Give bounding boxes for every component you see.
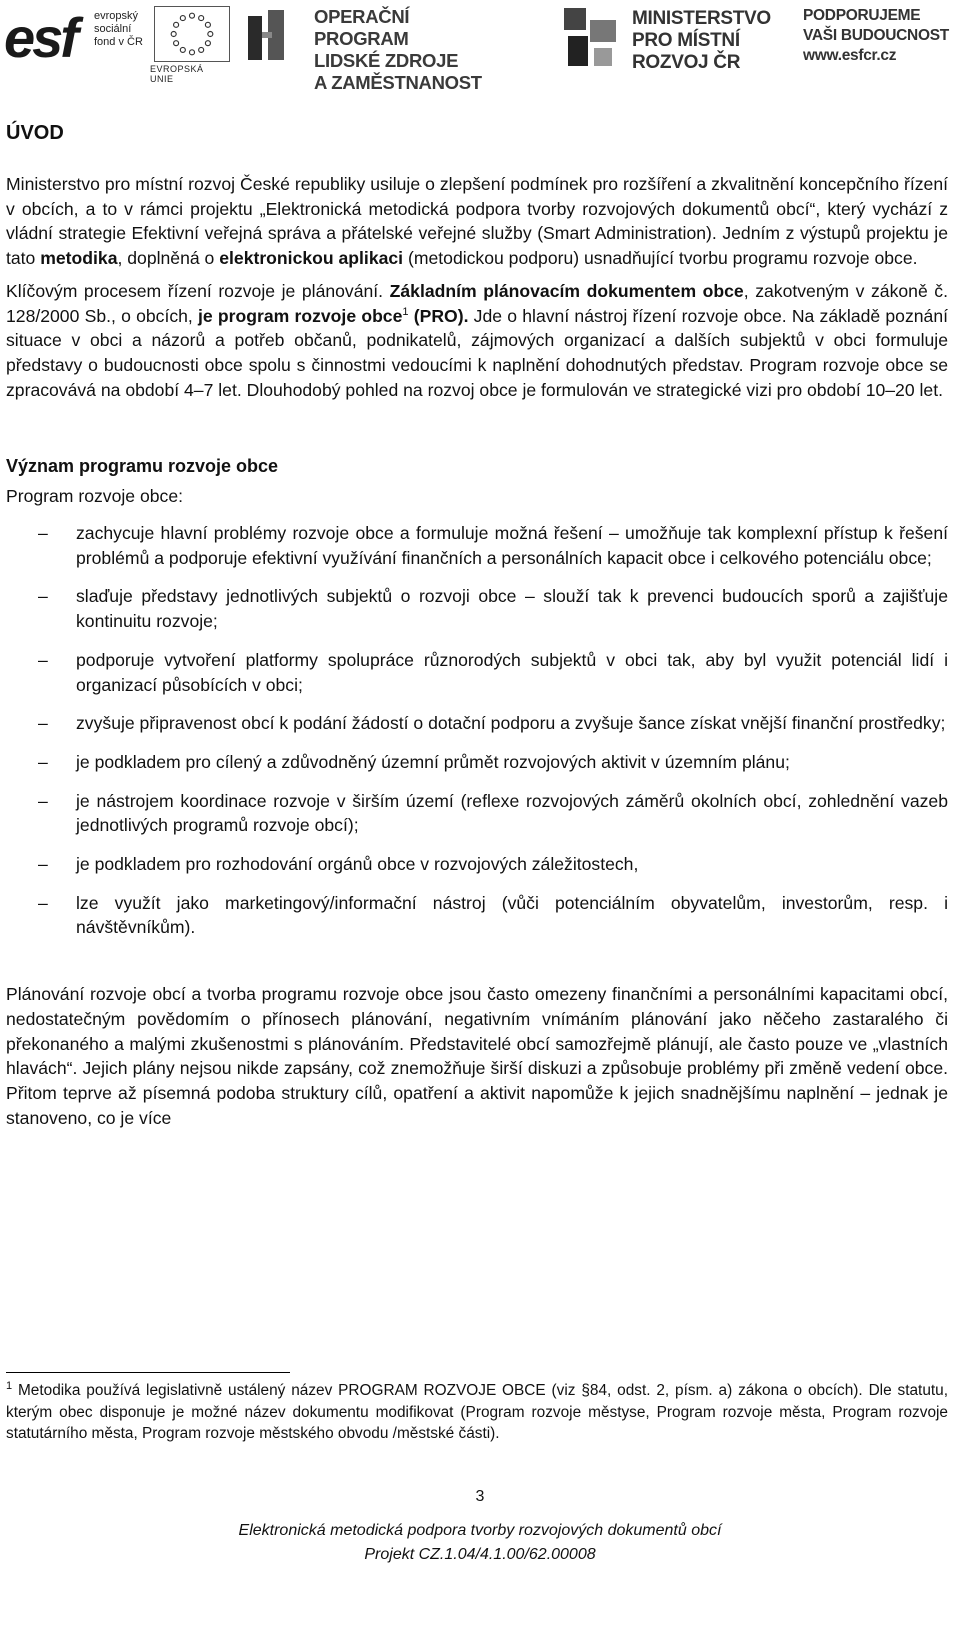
footnote-ref[interactable]: 1 [402, 305, 409, 318]
list-item: – podporuje vytvoření platformy spolupráce různorodých subjektů v obci tak, aby byl využit potenciál lidí i organizací působících v obci; [38, 649, 948, 695]
section-heading: Význam programu rozvoje obce [6, 456, 279, 477]
list-item: – je podkladem pro rozhodování orgánů obce v rozvojových záležitostech, [6, 852, 948, 877]
list-item: – je podkladem pro cílený a zdůvodněný územní průmět rozvojových aktivit v územním plánu; [6, 750, 948, 775]
footer-project-code: Projekt CZ.1.04/4.1.00/62.00008 [364, 1546, 596, 1563]
list-item: – je nástrojem koordinace rozvoje v širším území (reflexe rozvojových záměrů okolních obcí, zohlednění vazeb jednotlivých programů rozvoje obcí); [38, 790, 948, 836]
eu-label: EVROPSKÁ UNIE [150, 64, 204, 84]
op-mark-icon [246, 8, 290, 64]
mmr-logo [560, 4, 780, 76]
list-item: – zachycuje hlavní problémy rozvoje obce a formuluje možná řešení – umožňuje tak komplexní přístup k řešení problémů a podporuje efektivní využívání finančních a personálních kapacit obce i celkového potenciálu obce; [38, 523, 948, 568]
page-number: 3 [475, 1488, 485, 1505]
dash-bullet: – [38, 713, 48, 734]
support-logo [803, 6, 960, 76]
dash-bullet: – [38, 523, 48, 544]
list-item: – zvyšuje připravenost obcí k podání žádostí o dotační podporu a zvyšuje šance získat vnější finanční prostředky; [6, 711, 948, 736]
esf-logo [4, 6, 224, 84]
benefits-list [6, 521, 948, 940]
footnote: $^1$ Metodika používá legislativně ustálený název PROGRAM ROZVOJE OBCE (viz §84, odst. 2, písm. a) zákona o obcích). Dle statutu, kterým obec disponuje je možné název dokumentu modifikovat (Program rozvoje městyse, Program rozvoje města, Program rozvoje statutárního města, Program rozvoje městského obvodu /městské části). [6, 1379, 948, 1443]
list-item: – slaďuje představy jednotlivých subjektů o rozvoji obce – slouží tak k prevenci budoucích sporů a zajišťuje kontinuitu rozvoje; [38, 586, 948, 632]
eu-flag-icon [154, 6, 230, 62]
section-intro: Program rozvoje obce: [6, 486, 183, 507]
esf-mark: esf [4, 6, 76, 69]
document-body [6, 116, 948, 1138]
footnote-mark: 1 [6, 1379, 13, 1392]
mmr-mark-icon [560, 6, 620, 70]
dash-bullet: – [38, 586, 48, 607]
op-lzz-logo [246, 2, 496, 93]
esf-text: evropský sociální fond v ČR [94, 10, 143, 48]
support-text: PODPORUJEME VAŠI BUDOUCNOST www.esfcr.cz [803, 7, 949, 64]
logo-header [0, 0, 960, 93]
dash-bullet: – [38, 790, 48, 811]
closing-paragraph: Plánování rozvoje obcí a tvorba programu rozvoje obce jsou často omezeny finančními a personálními kapacitami obcí, nedostatečným povědomím o přínosech plánování, negativním vnímáním plánování jako něčeho zastaralého či překonaného a malými zkušenostmi s plánováním. Představitelé obcí samozřejmě plánují, ale často pouze ve „vlastních hlavách“. Jejich plány nejsou nikde zapsány, což znemožňuje širší diskuzi a způsobuje problémy při změně vedení obce. Přitom teprve až písemná podoba struktury cílů, opatření a aktivit napomůže k jejich snadnějšímu naplnění – jednak je stanoveno, co je více [6, 984, 948, 1128]
list-item: – lze využít jako marketingový/informační nástroj (vůči potenciálním obyvatelům, investorům, resp. i návštěvníkům). [38, 892, 948, 938]
planning-paragraph: Klíčovým procesem řízení rozvoje je plánování. Základním plánovacím dokumentem obce, zakotveným v zákoně č. 128/2000 Sb., o obcích, je program rozvoje obce$^1$ (PRO). Jde o hlavní nástroj řízení rozvoje obce. Na základě poznání situace v obci a názorů a potřeb občanů, podnikatelů, zájmových organizací a dalších subjektů v obci formuluje představy o budoucnosti obce spolu s činnostmi vedoucími k naplnění dohodnutých představ. Program rozvoje obce se zpracovává na období 4–7 let. Dlouhodobý pohled na rozvoj obce je formulován ve strategické vizi pro období 10–20 let. [6, 280, 949, 400]
footer-project-title: Elektronická metodická podpora tvorby rozvojových dokumentů obcí [238, 1522, 722, 1539]
dash-bullet: – [38, 892, 48, 913]
op-text: OPERAČNÍ PROGRAM LIDSKÉ ZDROJE A ZAMĚSTNANOST [314, 6, 482, 93]
intro-paragraph: Ministerstvo pro místní rozvoj České republiky usiluje o zlepšení podmínek pro rozšíření a zkvalitnění koncepčního řízení v obcích, a to v rámci projektu „Elektronická metodická podpora tvorby rozvojových dokumentů obcí“, který vychází z vládní strategie Efektivní veřejná správa a přátelské veřejné služby (Smart Administration). Jedním z výstupů projektu je tato metodika, doplněná o elektronickou aplikaci (metodickou podporu) usnadňující tvorbu programu rozvoje obce. [6, 174, 948, 269]
dash-bullet: – [38, 649, 48, 670]
mmr-text: MINISTERSTVO PRO MÍSTNÍ ROZVOJ ČR [632, 8, 771, 73]
footnote-divider [6, 1372, 290, 1373]
dash-bullet: – [38, 854, 48, 875]
page-title: ÚVOD [6, 122, 64, 144]
dash-bullet: – [38, 751, 48, 772]
